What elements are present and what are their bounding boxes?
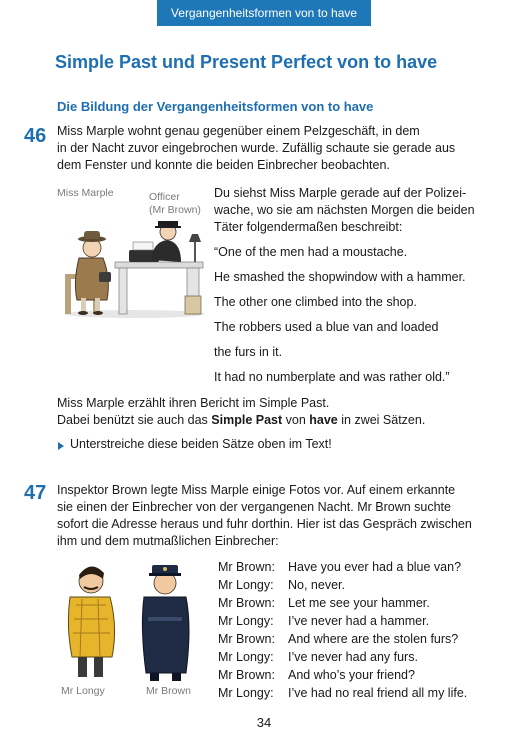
dialogue-line: And where are the stolen furs?: [288, 632, 459, 646]
dialogue-line: Let me see your hammer.: [288, 596, 430, 610]
dialogue-speaker: Mr Longy:: [218, 650, 274, 664]
ex47-intro: [57, 482, 472, 550]
after-text: Dabei benützt sie auch das: [57, 413, 212, 427]
after-bold-simple-past: Simple Past: [211, 413, 283, 427]
ex47-intro-line: Inspektor Brown legte Miss Marple einige Fotos vor. Auf einem erkannte: [57, 483, 456, 497]
dialogue-line: I’ve never had any furs.: [288, 650, 418, 664]
dialogue-speaker: Mr Brown:: [218, 596, 275, 610]
caption-mr-brown: Mr Brown: [146, 685, 191, 697]
ex47-intro-line: sie einen der Einbrecher von der vergangenen Nacht. Mr Brown suchte: [57, 500, 451, 514]
quote-line: the furs in it.: [214, 345, 283, 359]
ex46-side-line: wache, wo sie am nächsten Morgen die beiden: [214, 203, 475, 217]
ex46-after-line1: Miss Marple erzählt ihren Bericht im Simple Past.: [57, 396, 330, 410]
suspects-illustration: [58, 557, 203, 685]
page-title: Simple Past und Present Perfect von to have: [55, 52, 438, 72]
dialogue-speaker: Mr Longy:: [218, 686, 274, 700]
header-tab-label: Vergangenheitsformen von to have: [170, 6, 358, 20]
ex46-after-text: [57, 395, 425, 429]
after-text: in zwei Sätzen.: [337, 413, 426, 427]
police-station-illustration: [55, 212, 210, 320]
caption-officer-line2: (Mr Brown): [149, 204, 201, 216]
quote-line: “One of the men had a moustache.: [214, 245, 408, 259]
quote-line: It had no numberplate and was rather old.”: [214, 370, 450, 384]
caption-mr-longy: Mr Longy: [61, 685, 105, 697]
ex46-intro: [57, 123, 455, 174]
dialogue-speaker: Mr Brown:: [218, 560, 275, 574]
caption-officer-line1: Officer: [149, 191, 180, 203]
after-bold-have: have: [309, 413, 338, 427]
ex46-intro-line: in der Nacht zuvor eingebrochen wurde. Zufällig schaute sie gerade aus: [57, 141, 456, 155]
ex46-intro-line: dem Fenster und konnte die beiden Einbrecher beobachten.: [57, 158, 390, 172]
ex46-side-text: [214, 185, 475, 236]
dialogue-line: No, never.: [288, 578, 345, 592]
dialogue-speaker: Mr Brown:: [218, 668, 275, 682]
ex46-intro-line: Miss Marple wohnt genau gegenüber einem Pelzgeschäft, in dem: [57, 124, 420, 138]
ex46-side-line: Täter folgendermaßen beschreibt:: [214, 220, 403, 234]
ex46-instruction: Unterstreiche diese beiden Sätze oben im Text!: [70, 437, 332, 451]
ex46-side-line: Du siehst Miss Marple gerade auf der Polizei-: [214, 186, 467, 200]
quote-line: The robbers used a blue van and loaded: [214, 320, 439, 334]
dialogue-line: And who’s your friend?: [288, 668, 415, 682]
dialogue-speaker: Mr Longy:: [218, 614, 274, 628]
exercise-number-46: 46: [24, 125, 47, 147]
page-number: 34: [256, 715, 272, 730]
bullet-arrow-icon: [58, 442, 64, 450]
ex47-intro-line: sofort die Adresse heraus und fuhr dorthin. Hier ist das Gespräch zwischen: [57, 517, 472, 531]
dialogue-speaker: Mr Brown:: [218, 632, 275, 646]
dialogue-line: Have you ever had a blue van?: [288, 560, 462, 574]
quote-line: The other one climbed into the shop.: [214, 295, 417, 309]
dialogue-line: I’ve never had a hammer.: [288, 614, 430, 628]
header-tab: [157, 0, 371, 26]
section-heading: Die Bildung der Vergangenheitsformen von to have: [57, 99, 374, 114]
exercise-number-47: 47: [24, 482, 47, 504]
dialogue-line: I’ve had no real friend all my life.: [288, 686, 468, 700]
caption-miss-marple: Miss Marple: [57, 187, 114, 199]
ex46-after-line2: [57, 412, 425, 429]
ex47-intro-line: ihm und dem mutmaßlichen Einbrecher:: [57, 534, 279, 548]
dialogue-speaker: Mr Longy:: [218, 578, 274, 592]
after-text: von: [282, 413, 310, 427]
quote-line: He smashed the shopwindow with a hammer.: [214, 270, 466, 284]
